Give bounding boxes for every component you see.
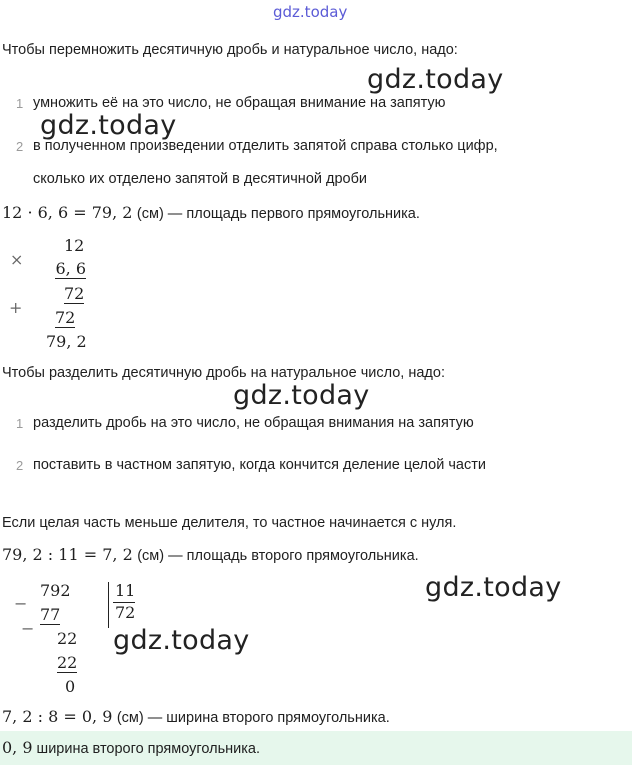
- division-bar: [108, 582, 109, 628]
- step-number: 1: [16, 96, 24, 111]
- equation-1-unit: (см): [136, 206, 164, 222]
- equation-2-text: — площадь второго прямоугольника.: [164, 548, 419, 564]
- times-sign: ×: [10, 250, 24, 269]
- dividend: 792: [40, 581, 71, 600]
- mult-step-1: умножить её на это число, не обращая внимание на запятую: [33, 95, 446, 111]
- watermark: gdz.today: [425, 572, 562, 603]
- equation-3-unit: (см): [116, 710, 144, 726]
- answer-math: 0, 9: [2, 738, 33, 757]
- subtrahend-1: 77: [40, 605, 61, 624]
- minus-sign: −: [21, 619, 35, 638]
- step-number: 2: [16, 458, 24, 473]
- equation-2-unit: (см): [137, 548, 165, 564]
- mult-rule-intro: Чтобы перемножить десятичную дробь и натуральное число, надо:: [2, 42, 458, 58]
- step-number: 2: [16, 139, 24, 154]
- watermark-top: gdz.today: [273, 3, 348, 21]
- quotient: 72: [115, 603, 136, 622]
- answer-box: [0, 731, 632, 765]
- watermark: gdz.today: [113, 625, 250, 656]
- answer-text: ширина второго прямоугольника.: [32, 741, 260, 757]
- plus-sign: +: [9, 298, 23, 317]
- mult-result: 79, 2: [46, 332, 87, 351]
- subtrahend-2: 22: [57, 653, 78, 672]
- equation-1-text: — площадь первого прямоугольника.: [163, 206, 420, 222]
- watermark: gdz.today: [233, 380, 370, 411]
- partial-product-2: 72: [55, 308, 76, 327]
- divisor: 11: [115, 581, 136, 600]
- remainder-1: 22: [57, 629, 78, 648]
- watermark: gdz.today: [367, 64, 504, 95]
- mult-step-2-line1: в полученном произведении отделить запятой справа столько цифр,: [33, 138, 498, 154]
- equation-3-text: — ширина второго прямоугольника.: [143, 710, 390, 726]
- div-rule-note: Если целая часть меньше делителя, то частное начинается с нуля.: [2, 515, 457, 531]
- equation-2: [2, 545, 419, 565]
- equation-2-math: 79, 2 : 11 = 7, 2: [2, 545, 133, 564]
- equation-3-math: 7, 2 : 8 = 0, 9: [2, 707, 113, 726]
- remainder-final: 0: [65, 677, 76, 696]
- equation-1-math: 12 · 6, 6 = 79, 2: [2, 203, 133, 222]
- minus-sign: −: [14, 594, 28, 613]
- equation-1: [2, 203, 420, 223]
- partial-product-1: 72: [64, 284, 85, 303]
- equation-3: [2, 707, 390, 727]
- answer: [2, 738, 260, 758]
- div-step-2: поставить в частном запятую, когда кончится деление целой части: [33, 457, 486, 473]
- mult-operand-1: 12: [64, 236, 85, 255]
- mult-step-2-line2: сколько их отделено запятой в десятичной дроби: [33, 171, 368, 187]
- div-step-1: разделить дробь на это число, не обращая внимания на запятую: [33, 415, 474, 431]
- mult-operand-2: 6, 6: [55, 259, 86, 278]
- watermark: gdz.today: [40, 110, 177, 141]
- step-number: 1: [16, 416, 24, 431]
- div-rule-intro: Чтобы разделить десятичную дробь на натуральное число, надо:: [2, 365, 445, 381]
